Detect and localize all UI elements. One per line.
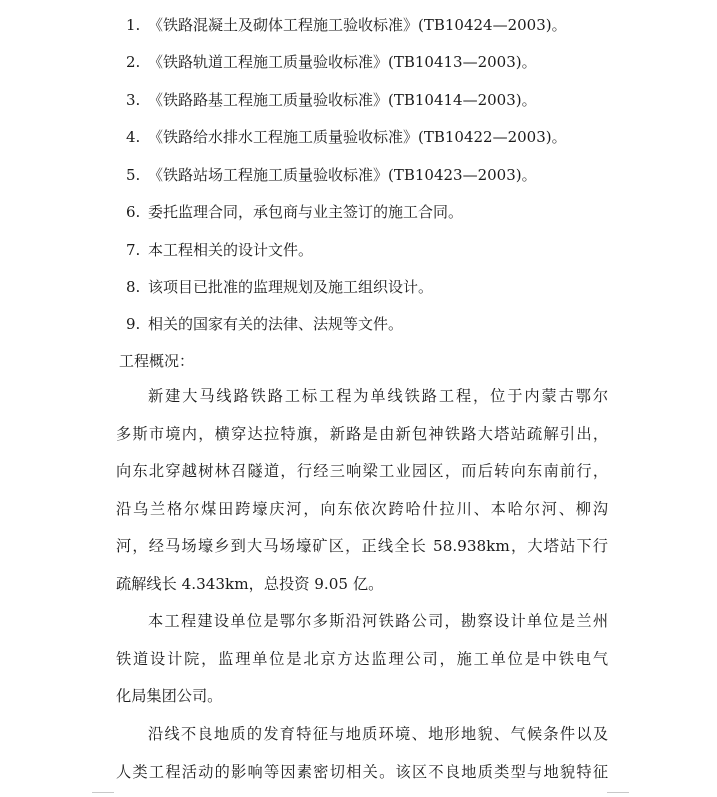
reference-text: 《铁路给水排水工程施工质量验收标准》(TB10422—2003)。 [148,128,567,146]
paragraph-line: 多斯市境内，横穿达拉特旗，新路是由新包神铁路大塔站疏解引出， [116,424,608,443]
paragraph-line: 向东北穿越树林召隧道，行经三响梁工业园区，而后转向东南前行， [116,462,608,480]
reference-number: 5. [126,166,141,184]
reference-text: 《铁路站场工程施工质量验收标准》(TB10423—2003)。 [148,166,537,184]
reference-item [126,125,567,149]
paragraph-geology [116,716,608,791]
paragraph-line: 新建大马线路铁路工标工程为单线铁路工程，位于内蒙古鄂尔 [148,387,608,405]
reference-number: 2. [126,53,141,71]
reference-number: 3. [126,91,141,109]
reference-item [126,88,537,112]
reference-item [126,238,313,262]
section-heading: 工程概况： [119,352,195,370]
reference-number: 8. [126,278,141,296]
reference-number: 7. [126,241,141,259]
paragraph-line: 本工程建设单位是鄂尔多斯沿河铁路公司，勘察设计单位是兰州 [148,612,608,630]
page-corner-mark [92,792,114,793]
reference-text: 相关的国家有关的法律、法规等文件。 [148,315,404,333]
reference-item [126,13,567,37]
reference-text: 《铁路路基工程施工质量验收标准》(TB10414—2003)。 [148,91,537,109]
reference-text: 《铁路混凝土及砌体工程施工验收标准》(TB10424—2003)。 [148,16,567,34]
reference-text: 委托监理合同，承包商与业主签订的施工合同。 [148,203,464,221]
paragraph-line: 人类工程活动的影响等因素密切相关。该区不良地质类型与地貌特征 [116,762,608,781]
paragraph-line: 疏解线长 4.343km，总投资 9.05 亿。 [116,574,384,593]
reference-text: 本工程相关的设计文件。 [148,241,314,259]
reference-text: 该项目已批准的监理规划及施工组织设计。 [148,278,434,296]
reference-item [126,312,403,336]
reference-number: 6. [126,203,141,221]
paragraph-line: 河，经马场壕乡到大马场壕矿区，正线全长 58.938km，大塔站下行 [116,537,608,555]
reference-item [126,163,537,187]
page-corner-mark [607,792,629,793]
reference-number: 1. [126,16,141,34]
reference-number: 9. [126,315,141,333]
paragraph-parties [116,603,608,716]
paragraph-line: 化局集团公司。 [116,687,223,705]
reference-item [126,200,463,224]
paragraph-line: 沿乌兰格尔煤田跨壕庆河，向东依次跨哈什拉川、本哈尔河、柳沟 [116,499,608,518]
reference-number: 4. [126,128,141,146]
reference-text: 《铁路轨道工程施工质量验收标准》(TB10413—2003)。 [148,53,537,71]
reference-item [126,275,433,299]
paragraph-line: 沿线不良地质的发育特征与地质环境、地形地貌、气候条件以及 [148,725,608,743]
reference-item [126,50,537,74]
paragraph-line: 铁道设计院，监理单位是北京方达监理公司，施工单位是中铁电气 [116,649,608,668]
paragraph-overview [116,378,608,603]
